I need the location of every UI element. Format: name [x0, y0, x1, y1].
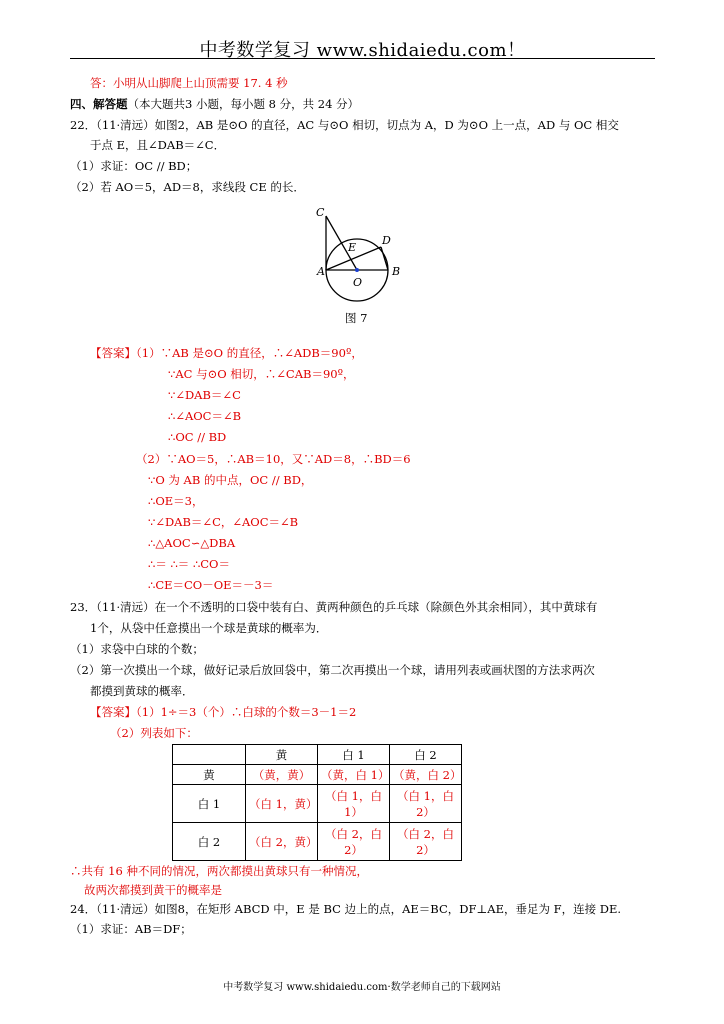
- table-row-label: 白 2: [173, 823, 246, 861]
- table-header-cell: 黄: [246, 745, 318, 765]
- table-cell: （白 1，白 1）: [318, 785, 390, 823]
- label-o: O: [353, 276, 363, 289]
- q22-answer-step: ∵∠DAB＝∠C，∠AOC＝∠B: [148, 515, 299, 529]
- q22-answer-text: （1）∵AB 是⊙O 的直径，∴∠ADB＝90º，: [136, 346, 363, 360]
- table-row-label: 白 1: [173, 785, 246, 823]
- q22-answer-step: ∵O 为 AB 的中点，OC // BD，: [148, 473, 313, 487]
- q22-answer-step: ∴△AOC∽△DBA: [148, 536, 236, 550]
- q23-answer-text: （1）1÷＝3（个）∴白球的个数＝3－1＝2: [136, 705, 357, 719]
- table-cell: （黄，黄）: [246, 765, 318, 785]
- center-point-o: [355, 268, 359, 272]
- table-header-cell: 白 2: [390, 745, 462, 765]
- section-note: （本大题共3 小题，每小题 8 分，共 24 分）: [127, 97, 360, 111]
- q22-answer-step: （2）∵AO＝5，∴AB＝10，又∵AD＝8，∴BD＝6: [136, 452, 411, 466]
- q22-answer-line1: [90, 346, 363, 360]
- q23-part2-line1: （2）第一次摸出一个球，做好记录后放回袋中，第二次再摸出一个球，请用列表或画状图的方法求两次: [70, 663, 595, 677]
- table-cell: （白 1，白 2）: [390, 785, 462, 823]
- table-header-cell: 白 1: [318, 745, 390, 765]
- previous-answer-line: 答：小明从山脚爬上山顶需要 17. 4 秒: [90, 76, 288, 90]
- q23-stem-line1: 23．（11·清远）在一个不透明的口袋中装有白、黄两种颜色的乒乓球（除颜色外其余相同），其中黄球有: [70, 600, 598, 614]
- section-heading: [70, 97, 359, 111]
- table-header-row: [173, 745, 462, 765]
- answer-tag: 【答案】: [90, 705, 136, 719]
- page-header: 中考数学复习 www.shidaiedu.com！: [199, 40, 526, 61]
- q23-answer-line2: （2）列表如下：: [110, 726, 198, 740]
- q22-answer-step: ∴∠AOC＝∠B: [168, 409, 242, 423]
- table-cell: （白 2，黄）: [246, 823, 318, 861]
- probability-table: [172, 744, 462, 861]
- q23-conclusion-line1: ∴共有 16 种不同的情况，两次都摸出黄球只有一种情况，: [70, 864, 368, 878]
- table-row-label: 黄: [173, 765, 246, 785]
- q23-part1: （1）求袋中白球的个数；: [70, 642, 204, 656]
- section-title: 四、解答题: [70, 97, 128, 111]
- answer-tag: 【答案】: [90, 346, 136, 360]
- header-divider: [70, 58, 655, 59]
- label-a: A: [317, 265, 325, 278]
- q24-part1: （1）求证：AB＝DF；: [70, 922, 192, 936]
- table-cell: （白 1，黄）: [246, 785, 318, 823]
- label-c: C: [316, 206, 325, 219]
- table-cell: （黄，白 1）: [318, 765, 390, 785]
- q23-part2-line2: 都摸到黄球的概率．: [90, 684, 194, 698]
- q22-answer-step: ∴OC // BD: [168, 430, 227, 444]
- q23-answer-line1: [90, 705, 356, 719]
- table-row: [173, 765, 462, 785]
- label-d: D: [382, 234, 391, 247]
- q22-stem-line2: 于点 E，且∠DAB＝∠C．: [90, 138, 226, 152]
- page-footer: 中考数学复习 www.shidaiedu.com·数学老师自己的下载网站: [223, 982, 501, 993]
- q22-geometry-figure: [310, 202, 410, 312]
- q23-stem-line2: 1个，从袋中任意摸出一个球是黄球的概率为．: [90, 621, 328, 635]
- q22-part2: （2）若 AO＝5，AD＝8，求线段 CE 的长．: [70, 180, 305, 194]
- table-cell: （白 2，白 2）: [318, 823, 390, 861]
- q22-answer-step: ∴CE＝CO－OE＝－3＝: [148, 578, 274, 592]
- q22-stem-line1: 22．（11·清远）如图2，AB 是⊙O 的直径，AC 与⊙O 相切，切点为 A，D 为⊙O 上一点，AD 与 OC 相交: [70, 118, 619, 132]
- q22-part1: （1）求证：OC // BD；: [70, 159, 198, 173]
- table-cell: （白 2，白 2）: [390, 823, 462, 861]
- figure-caption: 图 7: [345, 311, 368, 325]
- q24-stem-line1: 24．（11·清远）如图8，在矩形 ABCD 中，E 是 BC 边上的点，AE＝BC，DF⊥AE，垂足为 F，连接 DE.: [70, 902, 622, 916]
- table-row: [173, 823, 462, 861]
- table-row: [173, 785, 462, 823]
- segment-bd: [381, 247, 388, 270]
- q23-conclusion-line2: 故两次都摸到黄干的概率是: [84, 883, 222, 897]
- q22-answer-step: ∴＝ ∴＝ ∴CO＝: [148, 557, 230, 571]
- table-corner-cell: [173, 745, 246, 765]
- q22-answer-step: ∵∠DAB＝∠C: [168, 388, 241, 402]
- q22-answer-step: ∴OE＝3，: [148, 494, 204, 508]
- label-b: B: [392, 265, 401, 278]
- q22-answer-step: ∵AC 与⊙O 相切，∴∠CAB＝90º，: [168, 367, 355, 381]
- table-cell: （黄，白 2）: [390, 765, 462, 785]
- label-e: E: [348, 241, 357, 254]
